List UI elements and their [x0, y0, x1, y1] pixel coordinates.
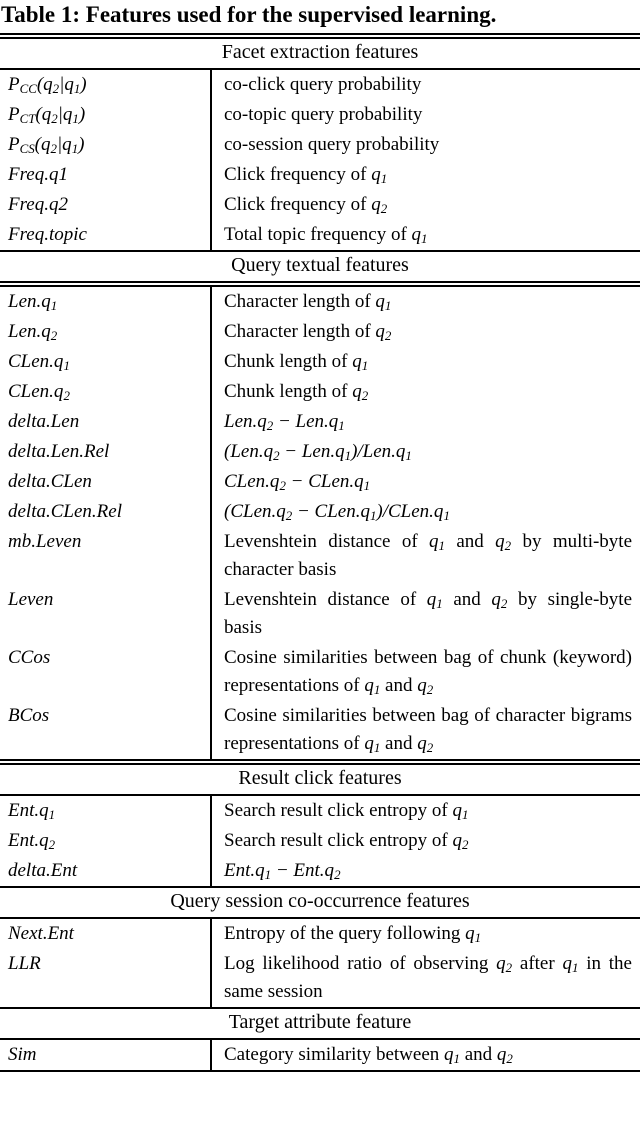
- feature-name: Sim: [8, 1044, 37, 1065]
- features-table: [0, 33, 640, 1072]
- table-row: [0, 919, 640, 949]
- feature-description: Levenshtein distance of $q_1$ and $q_2$ by single-byte basis: [210, 585, 640, 643]
- feature-description: Cosine similarities between bag of character bigrams representations of $q_1$ and $q_2$: [210, 701, 640, 759]
- feature-name: $CLen.q_1$: [8, 351, 70, 374]
- table-row: [0, 701, 640, 759]
- feature-name: Freq.q2: [8, 194, 68, 215]
- feature-description: Character length of $q_1$: [210, 287, 640, 317]
- table-row: [0, 527, 640, 585]
- table-row: [0, 377, 640, 407]
- feature-name: $Len.q_1$: [8, 291, 58, 314]
- feature-description: $Len.q_2 - Len.q_1$: [210, 407, 640, 437]
- feature-name: Freq.topic: [8, 224, 87, 245]
- feature-description: co-topic query probability: [210, 100, 640, 130]
- section-header: Query session co-occurrence features: [0, 886, 640, 919]
- feature-name: CCos: [8, 647, 51, 668]
- feature-name: Leven: [8, 589, 54, 610]
- table-row: [0, 287, 640, 317]
- table-row: [0, 160, 640, 190]
- table-row: [0, 190, 640, 220]
- section-rows: [0, 919, 640, 1007]
- feature-description: Click frequency of $q_1$: [210, 160, 640, 190]
- table-row: [0, 585, 640, 643]
- table-row: [0, 317, 640, 347]
- feature-description: Levenshtein distance of $q_1$ and $q_2$ by multi-byte character basis: [210, 527, 640, 585]
- section-rows: [0, 796, 640, 886]
- table-row: [0, 826, 640, 856]
- feature-description: Click frequency of $q_2$: [210, 190, 640, 220]
- feature-name: $P_{CT}(q_2|q_1)$: [8, 104, 86, 127]
- feature-description: $Ent.q_1 - Ent.q_2$: [210, 856, 640, 886]
- feature-name: LLR: [8, 953, 41, 974]
- feature-description: $(Len.q_2 - Len.q_1)/Len.q_1$: [210, 437, 640, 467]
- feature-name: $CLen.q_2$: [8, 381, 70, 404]
- table-row: [0, 70, 640, 100]
- table-row: [0, 497, 640, 527]
- feature-description: Log likelihood ratio of observing $q_2$ after $q_1$ in the same session: [210, 949, 640, 1007]
- section-header: Facet extraction features: [0, 33, 640, 70]
- table-row: [0, 407, 640, 437]
- feature-name: delta.CLen: [8, 471, 92, 492]
- feature-description: Chunk length of $q_2$: [210, 377, 640, 407]
- feature-description: ($CLen.q_2$ − $CLen.q_1)/CLen.q_1$: [210, 497, 640, 527]
- section-header: Result click features: [0, 759, 640, 796]
- feature-name: delta.CLen.Rel: [8, 501, 122, 522]
- table-row: [0, 130, 640, 160]
- feature-description: Character length of $q_2$: [210, 317, 640, 347]
- feature-description: Category similarity between $q_1$ and $q_2$: [210, 1040, 640, 1070]
- section-rows: [0, 70, 640, 250]
- feature-name: delta.Len.Rel: [8, 441, 110, 462]
- feature-name: $P_{CS}(q_2|q_1)$: [8, 134, 85, 157]
- feature-description: Search result click entropy of $q_1$: [210, 796, 640, 826]
- feature-description: Cosine similarities between bag of chunk (keyword) representations of $q_1$ and $q_2$: [210, 643, 640, 701]
- table-row: [0, 643, 640, 701]
- feature-description: Chunk length of $q_1$: [210, 347, 640, 377]
- table-row: [0, 949, 640, 1007]
- table-row: [0, 856, 640, 886]
- table-row: [0, 437, 640, 467]
- table-row: [0, 100, 640, 130]
- feature-name: delta.Ent: [8, 860, 78, 881]
- feature-description: co-click query probability: [210, 70, 640, 100]
- feature-name: Freq.q1: [8, 164, 68, 185]
- table-row: [0, 1040, 640, 1070]
- feature-name: $Len.q_2$: [8, 321, 58, 344]
- table-row: [0, 220, 640, 250]
- feature-description: Total topic frequency of $q_1$: [210, 220, 640, 250]
- section-rows: [0, 1040, 640, 1072]
- table-row: [0, 347, 640, 377]
- feature-name: BCos: [8, 705, 50, 726]
- section-header: Query textual features: [0, 250, 640, 287]
- feature-name: $P_{CC}(q_2|q_1)$: [8, 74, 87, 97]
- feature-description: co-session query probability: [210, 130, 640, 160]
- table-caption: Table 1: Features used for the supervised learning.: [1, 2, 497, 27]
- feature-description: Search result click entropy of $q_2$: [210, 826, 640, 856]
- section-rows: [0, 287, 640, 759]
- feature-name: delta.Len: [8, 411, 80, 432]
- table-row: [0, 467, 640, 497]
- section-header: Target attribute feature: [0, 1007, 640, 1040]
- feature-name: Next.Ent: [8, 923, 74, 944]
- table-row: [0, 796, 640, 826]
- feature-description: $CLen.q_2$ − $CLen.q_1$: [210, 467, 640, 497]
- feature-name: $Ent.q_1$: [8, 800, 56, 823]
- feature-description: Entropy of the query following $q_1$: [210, 919, 640, 949]
- feature-name: $Ent.q_2$: [8, 830, 56, 853]
- feature-name: mb.Leven: [8, 531, 82, 552]
